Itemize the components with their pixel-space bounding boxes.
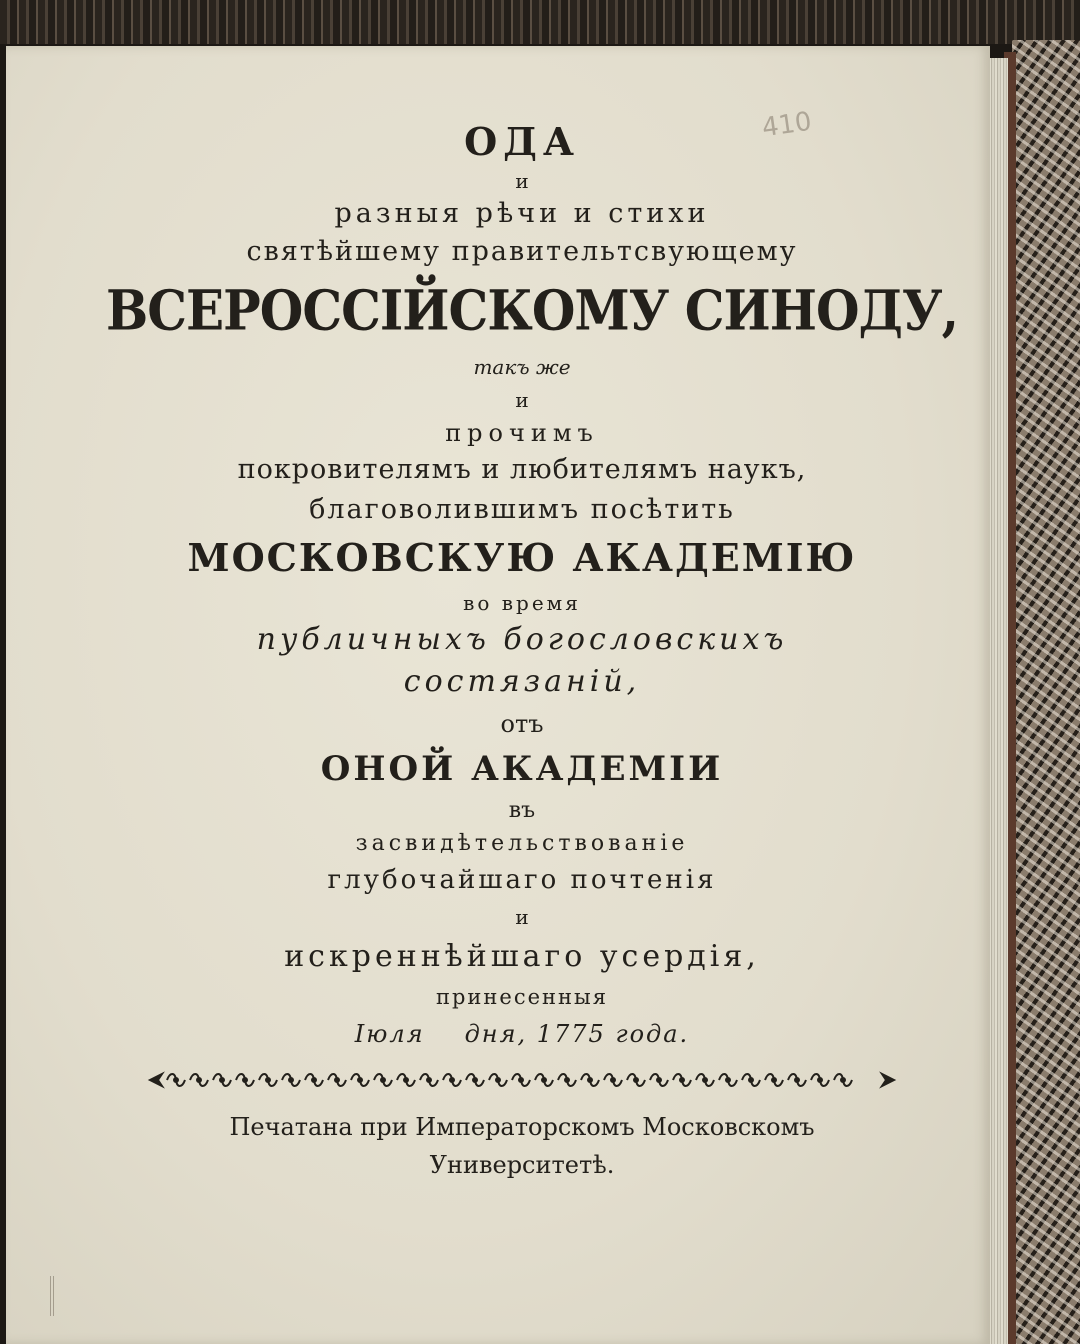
ornament-dot xyxy=(634,1078,638,1082)
dedication-holy: святѣйшему правительтсвующему xyxy=(246,236,798,267)
conjunction-1: и xyxy=(515,169,529,193)
imprint-line-2: Университетѣ. xyxy=(429,1151,615,1179)
ornament-dot xyxy=(749,1078,753,1082)
title-page xyxy=(6,46,990,1344)
visited-line: благоволившимъ посѣтить xyxy=(309,494,735,525)
testimony-line: засвидѣтельствованіе xyxy=(355,831,689,856)
respect-line: глубочайшаго почтенія xyxy=(327,865,717,895)
imprint-line-1: Печатана при Императорскомъ Московскомъ xyxy=(229,1113,815,1141)
said-academy-line: ОНОЙ АКАДЕМІИ xyxy=(320,749,724,789)
ornament-dot xyxy=(657,1078,661,1082)
others-line: прочимъ xyxy=(445,419,599,447)
ornament-dot xyxy=(519,1078,523,1082)
zeal-line: искреннѣйшаго усердія, xyxy=(284,939,760,974)
ornament-dot xyxy=(404,1078,408,1082)
ornament-dot xyxy=(611,1078,615,1082)
ornament-end-left xyxy=(150,1074,162,1086)
ornament-dot xyxy=(496,1078,500,1082)
marbled-cover-board xyxy=(1012,40,1080,1344)
during-line: во время xyxy=(463,591,581,615)
ornament-dot xyxy=(220,1078,224,1082)
ornament-dot xyxy=(427,1078,431,1082)
ornament-dot xyxy=(795,1078,799,1082)
ornament-dot xyxy=(335,1078,339,1082)
ornament-dot xyxy=(381,1078,385,1082)
ornament-dot xyxy=(174,1078,178,1082)
subtitle-speeches: разныя рѣчи и стихи xyxy=(334,198,710,229)
from-line: отъ xyxy=(500,710,544,738)
binding-top-edge xyxy=(0,0,1080,44)
ornament-dot xyxy=(818,1078,822,1082)
patrons-line: покровителямъ и любителямъ наукъ, xyxy=(237,454,807,485)
ornament-dot xyxy=(542,1078,546,1082)
ornament-dot xyxy=(473,1078,477,1082)
ornament-dot xyxy=(312,1078,316,1082)
ornament-dot xyxy=(197,1078,201,1082)
presented-line: принесенныя xyxy=(435,985,608,1009)
ornament-dot xyxy=(266,1078,270,1082)
ornament-dot xyxy=(772,1078,776,1082)
public-disputes-line: публичныхъ богословскихъ xyxy=(256,622,788,657)
ornament-dot xyxy=(243,1078,247,1082)
disputes-line: состязаній, xyxy=(403,664,641,699)
conjunction-3: и xyxy=(515,905,529,929)
margin-mark xyxy=(50,1276,54,1316)
ornament-dot xyxy=(703,1078,707,1082)
ornament-dot xyxy=(450,1078,454,1082)
ornament-end-right xyxy=(882,1074,894,1086)
ornament-dot xyxy=(289,1078,293,1082)
conjunction-2: и xyxy=(515,388,529,412)
also-line: такъ же xyxy=(473,355,571,379)
title-page-text xyxy=(106,106,958,1184)
date-month: Іюля xyxy=(354,1020,425,1048)
date-year: дня, 1775 года. xyxy=(464,1020,690,1048)
pencil-annotation: 410 xyxy=(760,106,814,144)
in-line: въ xyxy=(508,798,536,823)
ornament-dot xyxy=(358,1078,362,1082)
dedication-synod: ВСЕРОССІЙСКОМУ СИНОДУ, xyxy=(106,278,958,343)
ornament-dot xyxy=(565,1078,569,1082)
title-oda: ОДА xyxy=(464,119,580,164)
ornament-dot xyxy=(588,1078,592,1082)
ornament-dot xyxy=(680,1078,684,1082)
date-line xyxy=(106,1014,938,1054)
academy-name: МОСКОВСКУЮ АКАДЕМІЮ xyxy=(187,535,857,580)
ornament-dot xyxy=(726,1078,730,1082)
ornamental-rule xyxy=(146,1070,898,1090)
ornament-dot xyxy=(841,1078,845,1082)
